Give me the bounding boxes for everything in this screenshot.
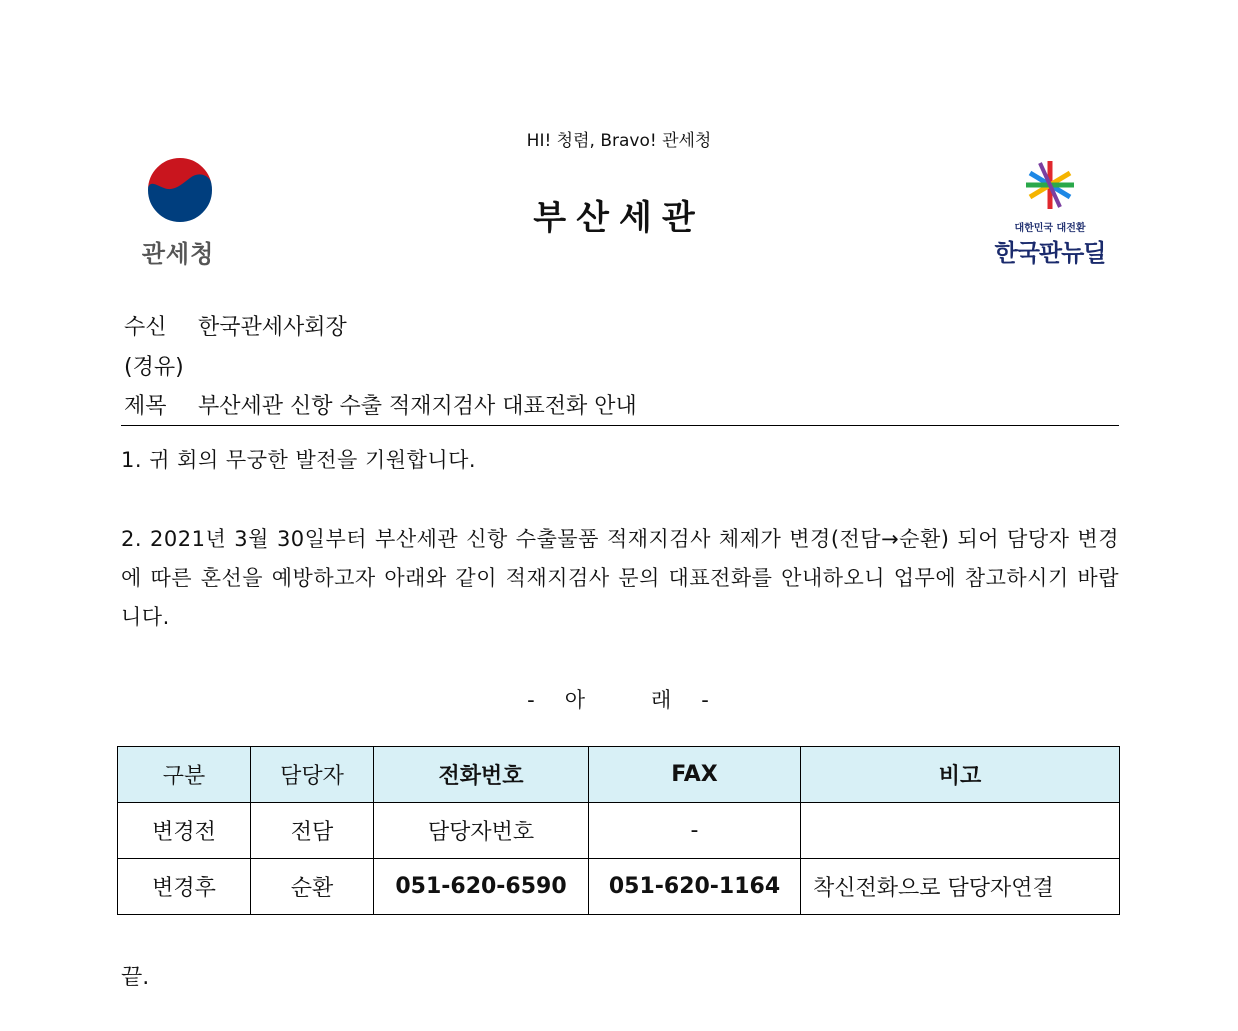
notice-heading xyxy=(0,684,1238,714)
slogan: HI! 청렴, Bravo! 관세청 xyxy=(526,131,712,151)
table-cell: 순환 xyxy=(251,859,374,915)
via-line xyxy=(124,350,184,381)
kcs-logo-caption: 관세청 xyxy=(141,240,215,268)
recipient-value: 한국관세사회장 xyxy=(198,315,347,340)
new-deal-tagline: 대한민국 대전환 xyxy=(1014,223,1086,234)
new-deal-star-icon xyxy=(1020,157,1080,213)
table-header-cell: FAX xyxy=(589,747,801,803)
notice-dash-right: - xyxy=(701,688,711,712)
table-cell: 변경전 xyxy=(118,803,251,859)
korean-new-deal-logo xyxy=(988,157,1112,268)
table-header-cell: 전화번호 xyxy=(374,747,589,803)
table-cell: - xyxy=(589,803,801,859)
table-row xyxy=(118,859,1120,915)
organization-name: 부산세관 xyxy=(533,198,705,238)
table-cell: 051-620-1164 xyxy=(589,859,801,915)
taegeuk-emblem-icon xyxy=(128,150,228,228)
notice-word-2: 래 xyxy=(651,688,674,712)
via-label: (경유) xyxy=(124,355,184,380)
table-cell: 담당자번호 xyxy=(374,803,589,859)
table-header-cell: 비고 xyxy=(801,747,1120,803)
table-header-row xyxy=(118,747,1120,803)
table-header-cell: 담당자 xyxy=(251,747,374,803)
kcs-logo xyxy=(128,150,228,269)
new-deal-title: 한국판뉴딜 xyxy=(994,239,1106,267)
notice-dash-left: - xyxy=(527,688,537,712)
table-cell: 착신전화으로 담당자연결 xyxy=(801,859,1120,915)
recipient-label: 수신 xyxy=(124,315,167,340)
paragraph-1: 1. 귀 회의 무궁한 발전을 기원합니다. xyxy=(121,448,477,472)
paragraph-2: 2. 2021년 3월 30일부터 부산세관 신항 수출물품 적재지검사 체제가 변경(전담→순환) 되어 담당자 변경에 따른 혼선을 예방하고자 아래와 같이 적재지검사 문의 대표전화를 안내하오니 업무에 참고하시기 바랍니다. xyxy=(121,527,1119,629)
notice-word-1: 아 xyxy=(564,688,587,712)
subject-label: 제목 xyxy=(124,394,167,419)
table-cell: 전담 xyxy=(251,803,374,859)
closing-mark: 끝. xyxy=(121,965,150,990)
table-header-cell: 구분 xyxy=(118,747,251,803)
subject-value: 부산세관 신항 수출 적재지검사 대표전화 안내 xyxy=(198,394,637,419)
table-row xyxy=(118,803,1120,859)
subject-line xyxy=(121,389,1119,426)
recipient-line xyxy=(124,310,347,341)
table-cell: 051-620-6590 xyxy=(374,859,589,915)
phone-info-table xyxy=(117,746,1120,915)
table-cell xyxy=(801,803,1120,859)
table-cell: 변경후 xyxy=(118,859,251,915)
